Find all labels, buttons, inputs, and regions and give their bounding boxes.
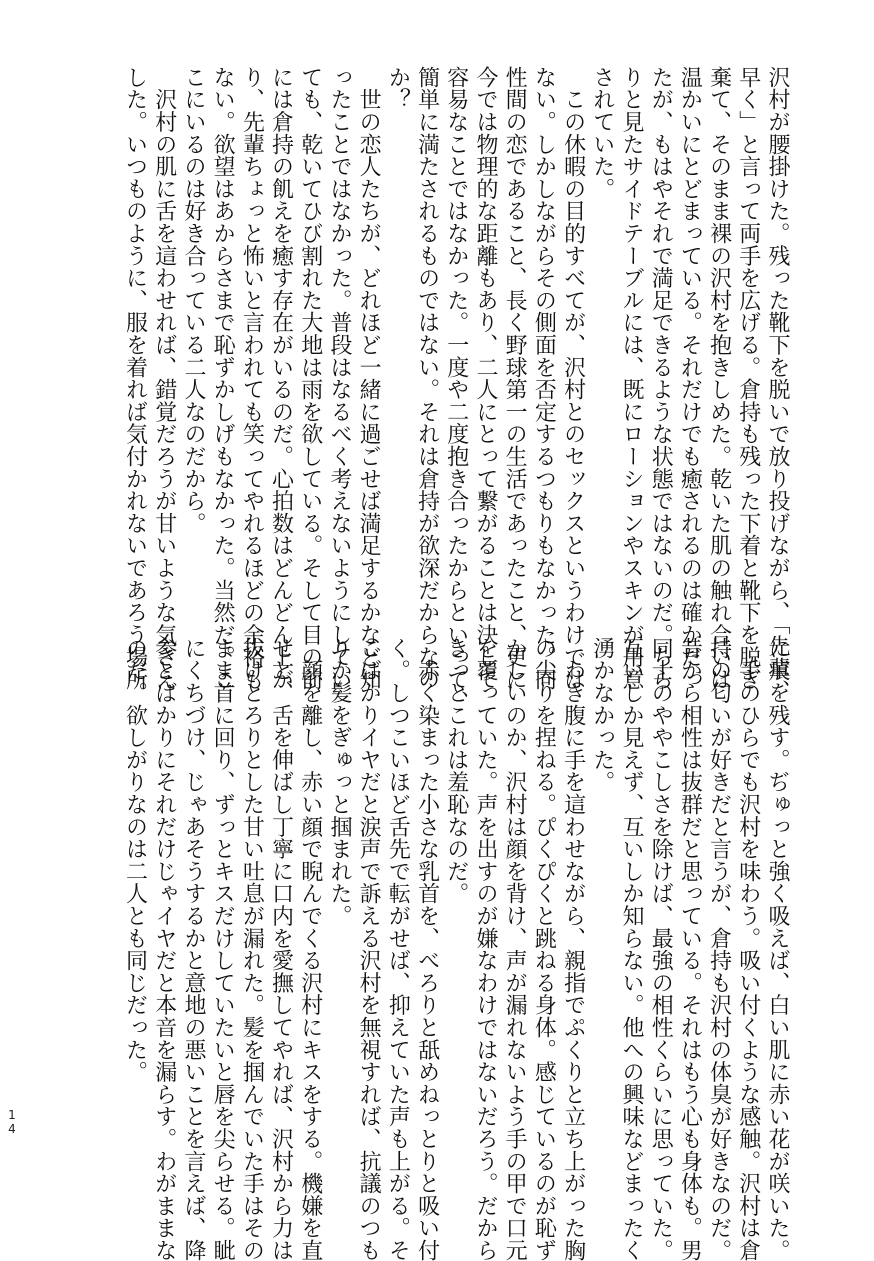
text-line: か？ — [385, 66, 411, 111]
text-line: されていた。 — [589, 66, 615, 200]
text-line: を覆っていた。声を出すのが嫌なわけではないだろう。だから — [472, 637, 498, 1261]
text-line: した。いつものように、服を着れば気付かれないであろう場所 — [122, 66, 148, 691]
text-line: こばかりイヤだと涙声で訴える沢村を無視すれば、抗議のつも — [356, 637, 382, 1261]
text-line: 互いしか見えず、互いしか知らない。他への興味などまったく — [618, 637, 644, 1261]
text-line: 沢村が腰掛けた。残った靴下を脱いで放り投げながら、「先輩、 — [765, 66, 790, 702]
text-line: の尖りを捏ねる。ぴくぴくと跳ねる身体。感じているのが恥ず — [531, 637, 557, 1261]
text-line: り、先輩ちょっと怖いと言われても笑ってやれるほどの余裕も — [239, 66, 265, 691]
text-line: 性間の恋であること、長く野球第一の生活であったこと、更に — [502, 66, 528, 691]
text-line: 昔から相性は抜群だと思っている。それはもう心も身体も。男 — [677, 637, 703, 1261]
text-line: 温かいにとどまっている。それだけでも癒されるのは確かだっ — [677, 66, 703, 691]
text-line: かしいのか、沢村は顔を背け、声が漏れないよう手の甲で口元 — [502, 637, 528, 1261]
text-line: く。しつこいほど舌先で転がせば、抑えていた声も上がる。そ — [385, 637, 411, 1261]
text-line: 今では物理的な距離もあり、二人にとって繋がることは決して — [472, 66, 498, 691]
text-line: りか髪をぎゅっと掴まれた。 — [326, 637, 352, 927]
text-line: せと、舌を伸ばし丁寧に口内を愛撫してやれば、沢村から力は — [268, 637, 294, 1261]
text-line: 湧かなかった。 — [589, 637, 615, 794]
lower-text-block — [122, 637, 792, 1261]
text-line: こにいるのは好き合っている二人なのだから。 — [180, 66, 206, 535]
text-line: のだ。欲しがりなのは二人とも同じだった。 — [122, 637, 148, 1083]
text-line: には倉持の飢えを癒す存在がいるのだ。心拍数はどんどん上が — [268, 66, 294, 691]
text-line: ない。しかしながらその側面を否定するつもりもなかった。同 — [531, 66, 557, 691]
text-line: りと見たサイドテーブルには、既にローションやスキンが用意 — [618, 66, 644, 691]
text-line: わき腹に手を這わせながら、親指でぷくりと立ち上がった胸 — [560, 637, 586, 1261]
text-line: 顔を離し、赤い顔で睨んでくる沢村にキスをする。機嫌を直 — [297, 637, 323, 1261]
text-line: にくちづけ、じゃあそうするかと意地の悪いことを言えば、降 — [180, 637, 206, 1261]
text-line: 抜けとろりとした甘い吐息が漏れた。髪を掴んでいた手はその — [239, 637, 265, 1261]
text-line: 同士のややこしさを除けば、最強の相性くらいに思っていた。 — [648, 637, 674, 1261]
text-line: ても、乾いてひび割れた大地は雨を欲している。そして目の前 — [297, 66, 323, 691]
text-line: 参とばかりにそれだけじゃイヤだと本音を漏らす。わがままな — [151, 637, 177, 1261]
upper-text-block — [122, 66, 792, 713]
text-line: 世の恋人たちが、どれほど一緒に過ごせば満足するかなど知 — [356, 66, 382, 691]
text-line: たが、もはやそれで満足できるような状態ではないのだ。ちら — [648, 66, 674, 691]
page-number: 14 — [5, 1108, 19, 1136]
text-line: きっとこれは羞恥なのだ。 — [443, 637, 469, 905]
text-line: 簡単に満たされるものではない。それは倉持が欲深だからなの — [414, 66, 440, 691]
text-line: に痕を残す。ぢゅっと強く吸えば、白い肌に赤い花が咲いた。 — [765, 637, 790, 1261]
text-line: 容易なことではなかった。一度や二度抱き合ったからといって、 — [443, 66, 469, 713]
text-line: この休暇の目的すべてが、沢村とのセックスというわけでは — [560, 66, 586, 691]
text-line: 沢村の肌に舌を這わせれば、錯覚だろうが甘いような気さえ — [151, 66, 177, 691]
text-line: ったことではなかった。普段はなるべく考えないようにしてい — [326, 66, 352, 691]
text-line: 赤く染まった小さな乳首を、べろりと舐めねっとりと吸い付 — [414, 637, 440, 1261]
text-line: 早く」と言って両手を広げる。倉持も残った下着と靴下を脱ぎ — [735, 66, 761, 691]
text-line: 持の匂いが好きだと言うが、倉持も沢村の体臭が好きなのだ。 — [706, 637, 732, 1261]
text-line: まま首に回り、ずっとキスだけしていたいと唇を尖らせる。眦 — [210, 637, 236, 1261]
text-line: 棄て、そのまま裸の沢村を抱きしめた。乾いた肌の触れ合いは — [706, 66, 732, 691]
text-line: ない。欲望はあからさまで恥ずかしげもなかった。当然だ。こ — [210, 66, 236, 691]
text-line: 手のひらでも沢村を味わう。吸い付くような感触。沢村は倉 — [735, 637, 761, 1261]
